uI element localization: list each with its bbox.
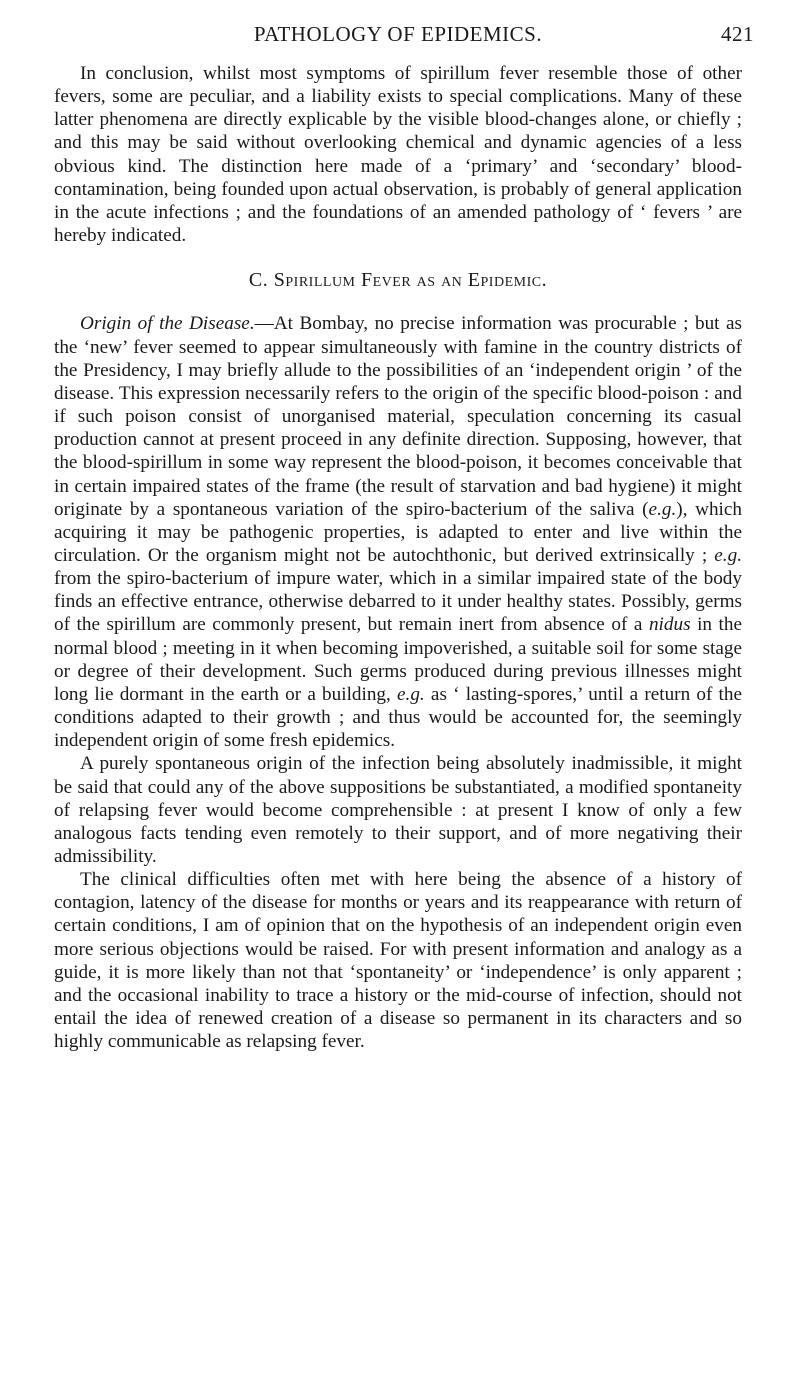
text-run: as ‘ lasting-spores,’ until a return of the conditions adapted to their growth ; and thus would be accounted for, the seemingly independent origin of some fresh epidemics. bbox=[54, 683, 742, 752]
running-header bbox=[54, 22, 754, 62]
running-title: PATHOLOGY OF EPIDEMICS. bbox=[253, 22, 543, 46]
page-number: 421 bbox=[721, 22, 754, 46]
book-page bbox=[0, 22, 800, 1390]
text-run: —At Bombay, no precise information was procurable ; but as the ‘new’ fever seemed to appear simultaneously with famine in the country districts of the Presidency, I may briefly allude to the possibilities of an ‘independent origin ’ of the disease. This expression necessarily refers to the origin of the specific blood-poison : and if such poison consist of unorganised material, speculation concerning its casual production cannot at present proceed in any definite direction. Supposing, however, that the blood-spirillum in some way represent the blood-poison, it becomes conceivable that in certain impaired states of the frame (the result of starvation and bad hygiene) it might originate by a spontaneous variation of the spiro-bacterium of the saliva ( bbox=[54, 313, 742, 520]
italic-nidus: nidus bbox=[648, 614, 691, 636]
paragraph-conclusion: In conclusion, whilst most symptoms of spirillum fever resemble those of other fevers, some are peculiar, and a liability exists to special complications. Many of these latter phenomena are directly explicable by the visible blood-changes alone, or chiefly ; and this may be said without overlooking chemical and dynamic agencies of a less obvious kind. The distinction here made of a ‘primary’ and ‘secondary’ blood-contamination, being founded upon actual observation, is probably of general application in the acute infections ; and the foundations of an amended pathology of ‘ fevers ’ are hereby indicated. bbox=[54, 63, 742, 247]
section-title: Spirillum Fever as an Epidemic. bbox=[273, 269, 548, 292]
section-heading bbox=[54, 269, 742, 292]
italic-eg: e.g. bbox=[714, 544, 742, 566]
paragraph-origin bbox=[54, 312, 742, 752]
paragraph-heading-origin: Origin of the Disease. bbox=[80, 313, 255, 335]
section-label: C. bbox=[248, 269, 269, 292]
text-run: ), which acquiring it may be pathogenic properties, is adapted to enter and live within the circulation. Or the organism might not be autochthonic, but derived extrinsically ; bbox=[54, 498, 742, 566]
italic-eg: e.g. bbox=[648, 498, 677, 520]
italic-eg: e.g. bbox=[397, 683, 425, 705]
paragraph-clinical-difficulties: The clinical difficulties often met with here being the absence of a history of contagion, latency of the disease for months or years and its reappearance with return of certain conditions, I am of opinion that on the hypothesis of an independent origin even more serious objections would be raised. For with present information and analogy as a guide, it is more likely than not that ‘spontaneity’ or ‘independence’ is only apparent ; and the occasional inability to trace a history or the mid-course of infection, should not entail the idea of renewed creation of a disease so permanent in its characters and so highly communicable as relapsing fever. bbox=[54, 869, 742, 1053]
text-run: in the normal blood ; meeting in it when becoming impoverished, a suitable soil for some stage or degree of their development. Such germs produced during previous illnesses might long lie dormant in the earth or a building, bbox=[54, 614, 742, 705]
paragraph-spontaneous-origin: A purely spontaneous origin of the infection being absolutely inadmissible, it might be said that could any of the above suppositions be substantiated, a modified spontaneity of relapsing fever would become comprehensible : at present I know of only a few analogous facts tending even remotely to their support, and of more negativing their admissibility. bbox=[54, 753, 742, 867]
text-run: from the spiro-bacterium of impure water, which in a similar impaired state of the body finds an effective entrance, otherwise debarred to it under healthy states. Possibly, germs of the spirillum are commonly present, but remain inert from absence of a bbox=[54, 568, 742, 636]
page-body bbox=[54, 62, 742, 1053]
